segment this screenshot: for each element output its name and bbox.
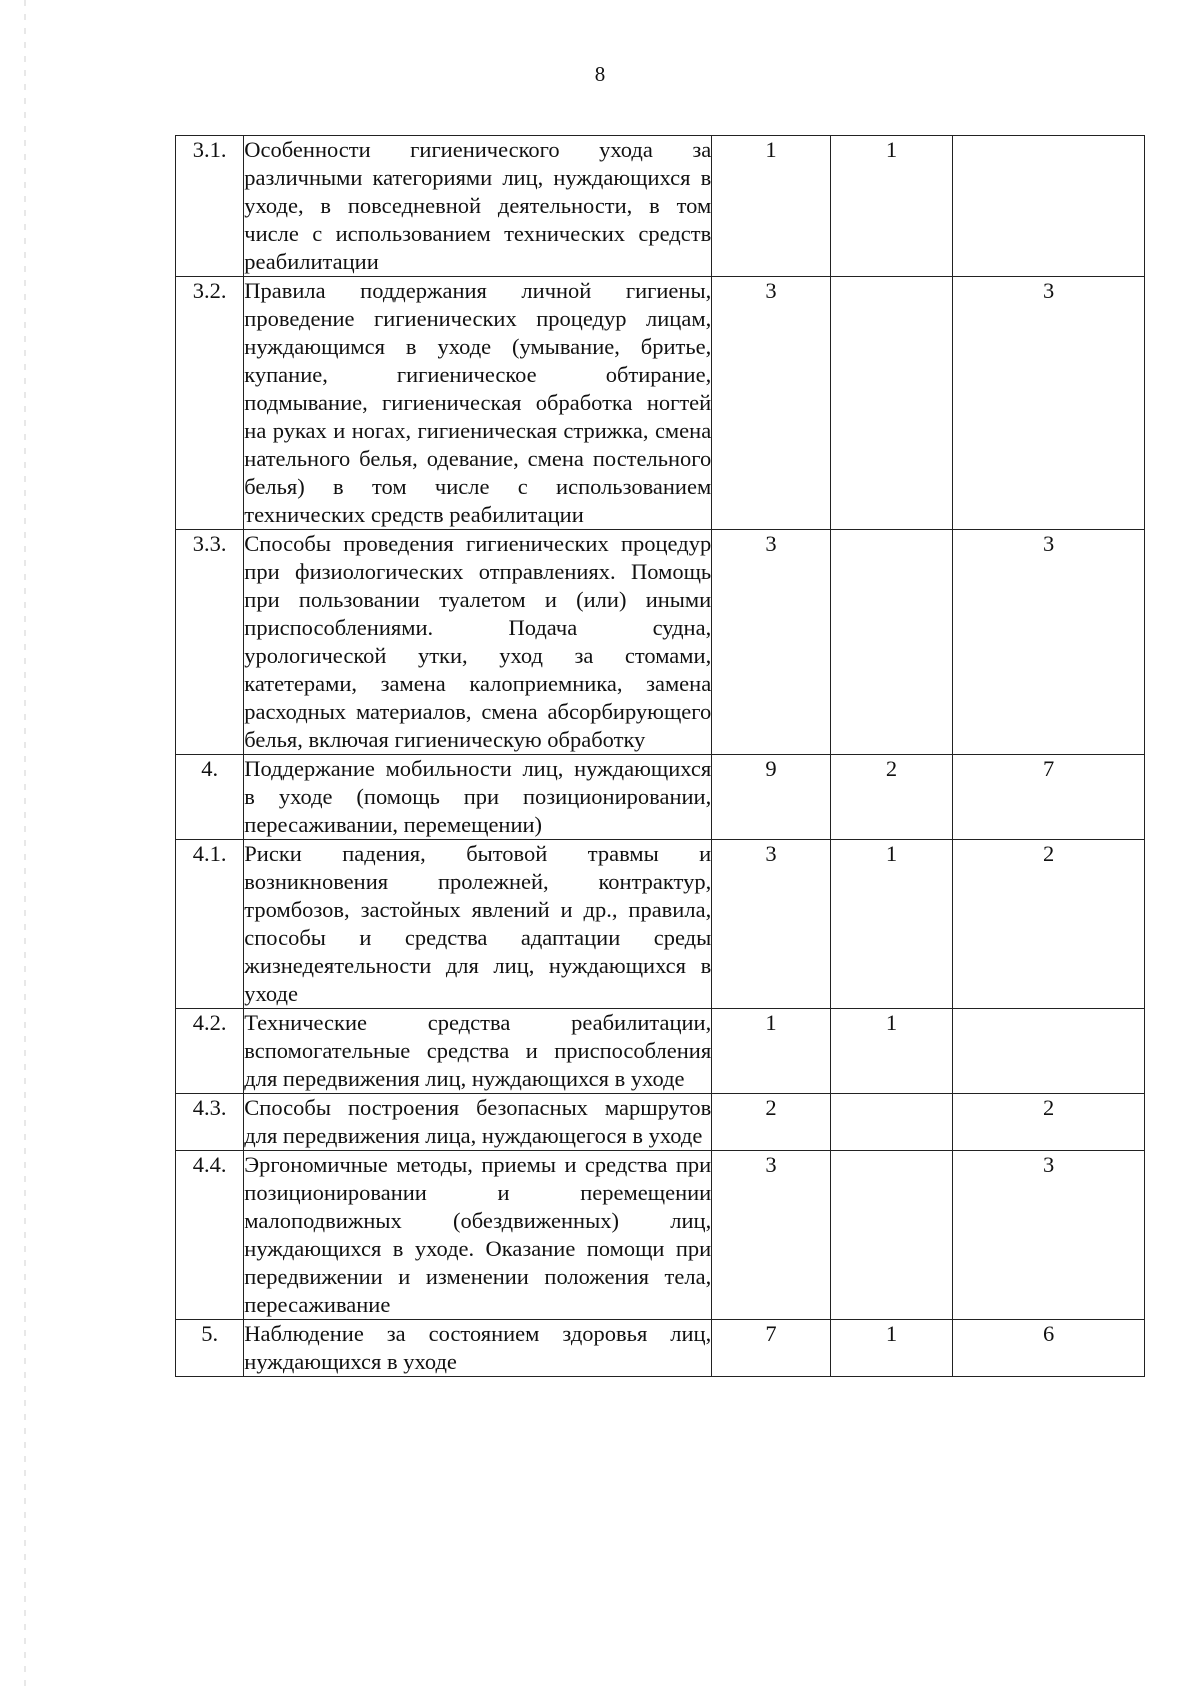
row-practice-hours: 7 <box>953 755 1145 840</box>
row-number: 3.3. <box>176 530 244 755</box>
row-practice-hours: 2 <box>953 1094 1145 1151</box>
table-row <box>176 1320 1145 1377</box>
row-theory-hours <box>830 530 953 755</box>
row-practice-hours: 3 <box>953 1151 1145 1320</box>
row-total-hours: 3 <box>712 277 830 530</box>
table-row <box>176 530 1145 755</box>
row-topic: Эргономичные методы, приемы и средства при позиционировании и перемещении малоподвижных (обездвиженных) лиц, нуждающихся в уходе. Оказание помощи при передвижении и изменении положения тела, пересаживание <box>244 1151 712 1320</box>
row-total-hours: 3 <box>712 530 830 755</box>
row-topic: Поддержание мобильности лиц, нуждающихся в уходе (помощь при позиционировании, пересаживании, перемещении) <box>244 755 712 840</box>
table-row <box>176 1009 1145 1094</box>
row-theory-hours <box>830 1094 953 1151</box>
table-row <box>176 755 1145 840</box>
row-practice-hours: 3 <box>953 277 1145 530</box>
row-total-hours: 3 <box>712 1151 830 1320</box>
row-number: 4.1. <box>176 840 244 1009</box>
row-total-hours: 3 <box>712 840 830 1009</box>
row-theory-hours <box>830 277 953 530</box>
row-number: 3.1. <box>176 136 244 277</box>
row-total-hours: 1 <box>712 1009 830 1094</box>
row-topic: Правила поддержания личной гигиены, проведение гигиенических процедур лицам, нуждающимся в уходе (умывание, бритье, купание, гигиеническое обтирание, подмывание, гигиеническая обработка ногтей на руках и ногах, гигиеническая стрижка, смена нательного белья, одевание, смена постельного белья) в том числе с использованием технических средств реабилитации <box>244 277 712 530</box>
scan-edge-artifact <box>24 0 26 1686</box>
row-total-hours: 7 <box>712 1320 830 1377</box>
row-number: 4.4. <box>176 1151 244 1320</box>
row-number: 3.2. <box>176 277 244 530</box>
page-number: 8 <box>594 62 606 86</box>
row-total-hours: 1 <box>712 136 830 277</box>
row-number: 4.2. <box>176 1009 244 1094</box>
row-number: 4. <box>176 755 244 840</box>
row-topic: Способы построения безопасных маршрутов для передвижения лица, нуждающегося в уходе <box>244 1094 712 1151</box>
row-number: 4.3. <box>176 1094 244 1151</box>
row-theory-hours: 1 <box>830 1320 953 1377</box>
row-total-hours: 2 <box>712 1094 830 1151</box>
row-theory-hours: 1 <box>830 1009 953 1094</box>
row-topic: Способы проведения гигиенических процедур при физиологических отправлениях. Помощь при пользовании туалетом и (или) иными приспособлениями. Подача судна, урологической утки, уход за стомами, катетерами, замена калоприемника, замена расходных материалов, смена абсорбирующего белья, включая гигиеническую обработку <box>244 530 712 755</box>
row-theory-hours: 1 <box>830 840 953 1009</box>
row-topic: Риски падения, бытовой травмы и возникновения пролежней, контрактур, тромбозов, застойных явлений и др., правила, способы и средства адаптации среды жизнедеятельности для лиц, нуждающихся в уходе <box>244 840 712 1009</box>
table-row <box>176 840 1145 1009</box>
table-row <box>176 1151 1145 1320</box>
row-number: 5. <box>176 1320 244 1377</box>
row-practice-hours <box>953 136 1145 277</box>
row-topic: Наблюдение за состоянием здоровья лиц, нуждающихся в уходе <box>244 1320 712 1377</box>
table-row <box>176 136 1145 277</box>
row-practice-hours: 2 <box>953 840 1145 1009</box>
row-theory-hours: 1 <box>830 136 953 277</box>
table-row <box>176 277 1145 530</box>
curriculum-table <box>175 135 1145 1377</box>
table-row <box>176 1094 1145 1151</box>
row-topic: Особенности гигиенического ухода за различными категориями лиц, нуждающихся в уходе, в повседневной деятельности, в том числе с использованием технических средств реабилитации <box>244 136 712 277</box>
row-practice-hours: 3 <box>953 530 1145 755</box>
row-topic: Технические средства реабилитации, вспомогательные средства и приспособления для передвижения лиц, нуждающихся в уходе <box>244 1009 712 1094</box>
row-practice-hours <box>953 1009 1145 1094</box>
row-theory-hours: 2 <box>830 755 953 840</box>
row-practice-hours: 6 <box>953 1320 1145 1377</box>
row-total-hours: 9 <box>712 755 830 840</box>
row-theory-hours <box>830 1151 953 1320</box>
